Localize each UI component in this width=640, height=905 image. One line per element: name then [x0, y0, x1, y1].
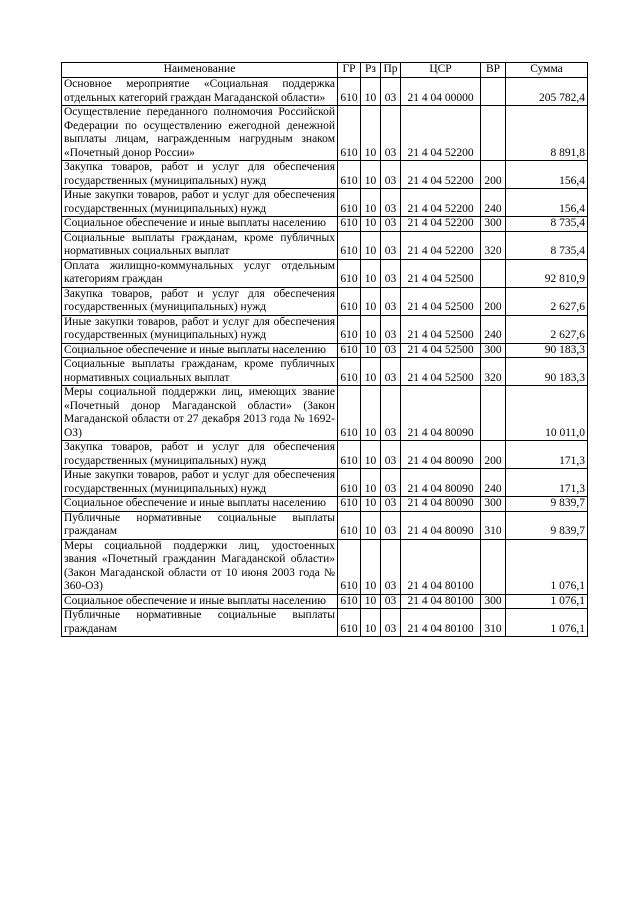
cell-vr	[481, 259, 506, 287]
cell-rz: 10	[361, 386, 381, 441]
cell-pr: 03	[381, 106, 401, 161]
cell-name: Закупка товаров, работ и услуг для обеспечения государственных (муниципальных) нужд	[62, 287, 338, 315]
cell-rz: 10	[361, 217, 381, 232]
table-row	[62, 259, 588, 287]
cell-name: Основное мероприятие «Социальная поддержка отдельных категорий граждан Магаданской области»	[62, 78, 338, 106]
cell-vr: 320	[481, 358, 506, 386]
cell-pr: 03	[381, 469, 401, 497]
cell-csr: 21 4 04 52200	[401, 161, 481, 189]
cell-vr: 310	[481, 511, 506, 539]
header-csr: ЦСР	[401, 63, 481, 78]
table-row	[62, 539, 588, 594]
cell-pr: 03	[381, 497, 401, 512]
cell-sum: 171,3	[506, 469, 588, 497]
cell-sum: 92 810,9	[506, 259, 588, 287]
cell-vr: 200	[481, 441, 506, 469]
cell-name: Социальное обеспечение и иные выплаты населению	[62, 217, 338, 232]
cell-gr: 610	[338, 287, 361, 315]
cell-name: Меры социальной поддержки лиц, имеющих звание «Почетный донор Магаданской области» (Закон Магаданской области от 27 декабря 2013 года № 1692-ОЗ)	[62, 386, 338, 441]
header-sum: Сумма	[506, 63, 588, 78]
cell-csr: 21 4 04 52500	[401, 315, 481, 343]
cell-vr: 240	[481, 189, 506, 217]
cell-csr: 21 4 04 80090	[401, 469, 481, 497]
cell-sum: 205 782,4	[506, 78, 588, 106]
cell-sum: 90 183,3	[506, 358, 588, 386]
cell-rz: 10	[361, 231, 381, 259]
table-row	[62, 469, 588, 497]
cell-pr: 03	[381, 217, 401, 232]
cell-vr: 240	[481, 315, 506, 343]
table-row	[62, 386, 588, 441]
cell-csr: 21 4 04 52200	[401, 106, 481, 161]
cell-vr	[481, 386, 506, 441]
cell-vr: 300	[481, 594, 506, 609]
cell-name: Публичные нормативные социальные выплаты гражданам	[62, 609, 338, 637]
cell-rz: 10	[361, 343, 381, 358]
table-row	[62, 594, 588, 609]
cell-name: Публичные нормативные социальные выплаты гражданам	[62, 511, 338, 539]
cell-sum: 9 839,7	[506, 511, 588, 539]
cell-pr: 03	[381, 259, 401, 287]
cell-pr: 03	[381, 231, 401, 259]
cell-gr: 610	[338, 217, 361, 232]
cell-name: Социальные выплаты гражданам, кроме публичных нормативных социальных выплат	[62, 231, 338, 259]
cell-pr: 03	[381, 189, 401, 217]
cell-csr: 21 4 04 80100	[401, 594, 481, 609]
table-header-row	[62, 63, 588, 78]
cell-pr: 03	[381, 315, 401, 343]
cell-name: Оплата жилищно-коммунальных услуг отдельным категориям граждан	[62, 259, 338, 287]
table-row	[62, 343, 588, 358]
cell-pr: 03	[381, 539, 401, 594]
cell-rz: 10	[361, 609, 381, 637]
cell-name: Иные закупки товаров, работ и услуг для обеспечения государственных (муниципальных) нужд	[62, 469, 338, 497]
cell-rz: 10	[361, 469, 381, 497]
table-row	[62, 78, 588, 106]
cell-vr	[481, 106, 506, 161]
cell-name: Социальное обеспечение и иные выплаты населению	[62, 343, 338, 358]
table-row	[62, 441, 588, 469]
cell-vr: 200	[481, 161, 506, 189]
cell-rz: 10	[361, 106, 381, 161]
table-row	[62, 231, 588, 259]
cell-gr: 610	[338, 189, 361, 217]
cell-gr: 610	[338, 609, 361, 637]
table-body	[62, 78, 588, 637]
cell-csr: 21 4 04 80100	[401, 609, 481, 637]
table-row	[62, 161, 588, 189]
table-row	[62, 106, 588, 161]
cell-csr: 21 4 04 52500	[401, 259, 481, 287]
cell-csr: 21 4 04 52500	[401, 287, 481, 315]
table-row	[62, 189, 588, 217]
table-row	[62, 609, 588, 637]
cell-sum: 2 627,6	[506, 315, 588, 343]
cell-csr: 21 4 04 52200	[401, 189, 481, 217]
cell-vr: 300	[481, 497, 506, 512]
cell-sum: 171,3	[506, 441, 588, 469]
cell-rz: 10	[361, 441, 381, 469]
cell-csr: 21 4 04 80090	[401, 386, 481, 441]
cell-csr: 21 4 04 80090	[401, 511, 481, 539]
cell-gr: 610	[338, 106, 361, 161]
cell-rz: 10	[361, 287, 381, 315]
cell-pr: 03	[381, 511, 401, 539]
cell-name: Иные закупки товаров, работ и услуг для обеспечения государственных (муниципальных) нужд	[62, 189, 338, 217]
cell-gr: 610	[338, 358, 361, 386]
cell-vr	[481, 539, 506, 594]
cell-pr: 03	[381, 161, 401, 189]
cell-rz: 10	[361, 539, 381, 594]
cell-sum: 156,4	[506, 161, 588, 189]
table-row	[62, 287, 588, 315]
cell-pr: 03	[381, 358, 401, 386]
cell-gr: 610	[338, 315, 361, 343]
cell-gr: 610	[338, 594, 361, 609]
cell-name: Осуществление переданного полномочия Российской Федерации по осуществлению ежегодной денежной выплаты лицам, награжденным нагрудным знаком «Почетный донор России»	[62, 106, 338, 161]
cell-sum: 9 839,7	[506, 497, 588, 512]
cell-gr: 610	[338, 343, 361, 358]
cell-vr: 300	[481, 217, 506, 232]
cell-rz: 10	[361, 511, 381, 539]
cell-sum: 8 735,4	[506, 231, 588, 259]
cell-sum: 1 076,1	[506, 594, 588, 609]
table-row	[62, 358, 588, 386]
cell-csr: 21 4 04 80090	[401, 497, 481, 512]
cell-rz: 10	[361, 78, 381, 106]
cell-gr: 610	[338, 259, 361, 287]
cell-rz: 10	[361, 315, 381, 343]
cell-gr: 610	[338, 386, 361, 441]
cell-sum: 8 735,4	[506, 217, 588, 232]
cell-sum: 1 076,1	[506, 609, 588, 637]
cell-pr: 03	[381, 441, 401, 469]
cell-name: Социальное обеспечение и иные выплаты населению	[62, 497, 338, 512]
cell-gr: 610	[338, 539, 361, 594]
cell-gr: 610	[338, 78, 361, 106]
cell-csr: 21 4 04 00000	[401, 78, 481, 106]
cell-csr: 21 4 04 52500	[401, 358, 481, 386]
cell-name: Закупка товаров, работ и услуг для обеспечения государственных (муниципальных) нужд	[62, 441, 338, 469]
cell-rz: 10	[361, 497, 381, 512]
cell-pr: 03	[381, 287, 401, 315]
cell-csr: 21 4 04 80090	[401, 441, 481, 469]
cell-csr: 21 4 04 52200	[401, 217, 481, 232]
table-row	[62, 315, 588, 343]
cell-pr: 03	[381, 386, 401, 441]
cell-vr: 200	[481, 287, 506, 315]
cell-gr: 610	[338, 511, 361, 539]
cell-sum: 1 076,1	[506, 539, 588, 594]
cell-sum: 10 011,0	[506, 386, 588, 441]
cell-gr: 610	[338, 161, 361, 189]
cell-sum: 90 183,3	[506, 343, 588, 358]
cell-vr: 310	[481, 609, 506, 637]
cell-pr: 03	[381, 609, 401, 637]
cell-vr: 300	[481, 343, 506, 358]
table-row	[62, 497, 588, 512]
cell-pr: 03	[381, 78, 401, 106]
cell-gr: 610	[338, 231, 361, 259]
budget-table	[61, 62, 588, 637]
header-pr: Пр	[381, 63, 401, 78]
cell-rz: 10	[361, 189, 381, 217]
cell-rz: 10	[361, 358, 381, 386]
header-vr: ВР	[481, 63, 506, 78]
cell-gr: 610	[338, 497, 361, 512]
cell-name: Иные закупки товаров, работ и услуг для обеспечения государственных (муниципальных) нужд	[62, 315, 338, 343]
cell-sum: 8 891,8	[506, 106, 588, 161]
cell-rz: 10	[361, 259, 381, 287]
cell-name: Меры социальной поддержки лиц, удостоенных звания «Почетный гражданин Магаданской области» (Закон Магаданской области от 10 июня 2003 года № 360-ОЗ)	[62, 539, 338, 594]
header-rz: Рз	[361, 63, 381, 78]
header-gr: ГР	[338, 63, 361, 78]
cell-name: Социальные выплаты гражданам, кроме публичных нормативных социальных выплат	[62, 358, 338, 386]
cell-vr: 240	[481, 469, 506, 497]
cell-name: Социальное обеспечение и иные выплаты населению	[62, 594, 338, 609]
cell-vr: 320	[481, 231, 506, 259]
cell-name: Закупка товаров, работ и услуг для обеспечения государственных (муниципальных) нужд	[62, 161, 338, 189]
cell-csr: 21 4 04 52200	[401, 231, 481, 259]
cell-pr: 03	[381, 343, 401, 358]
table-row	[62, 217, 588, 232]
header-name: Наименование	[62, 63, 338, 78]
cell-sum: 156,4	[506, 189, 588, 217]
cell-csr: 21 4 04 52500	[401, 343, 481, 358]
cell-rz: 10	[361, 161, 381, 189]
table-row	[62, 511, 588, 539]
cell-vr	[481, 78, 506, 106]
cell-pr: 03	[381, 594, 401, 609]
cell-rz: 10	[361, 594, 381, 609]
cell-gr: 610	[338, 469, 361, 497]
cell-csr: 21 4 04 80100	[401, 539, 481, 594]
cell-sum: 2 627,6	[506, 287, 588, 315]
cell-gr: 610	[338, 441, 361, 469]
